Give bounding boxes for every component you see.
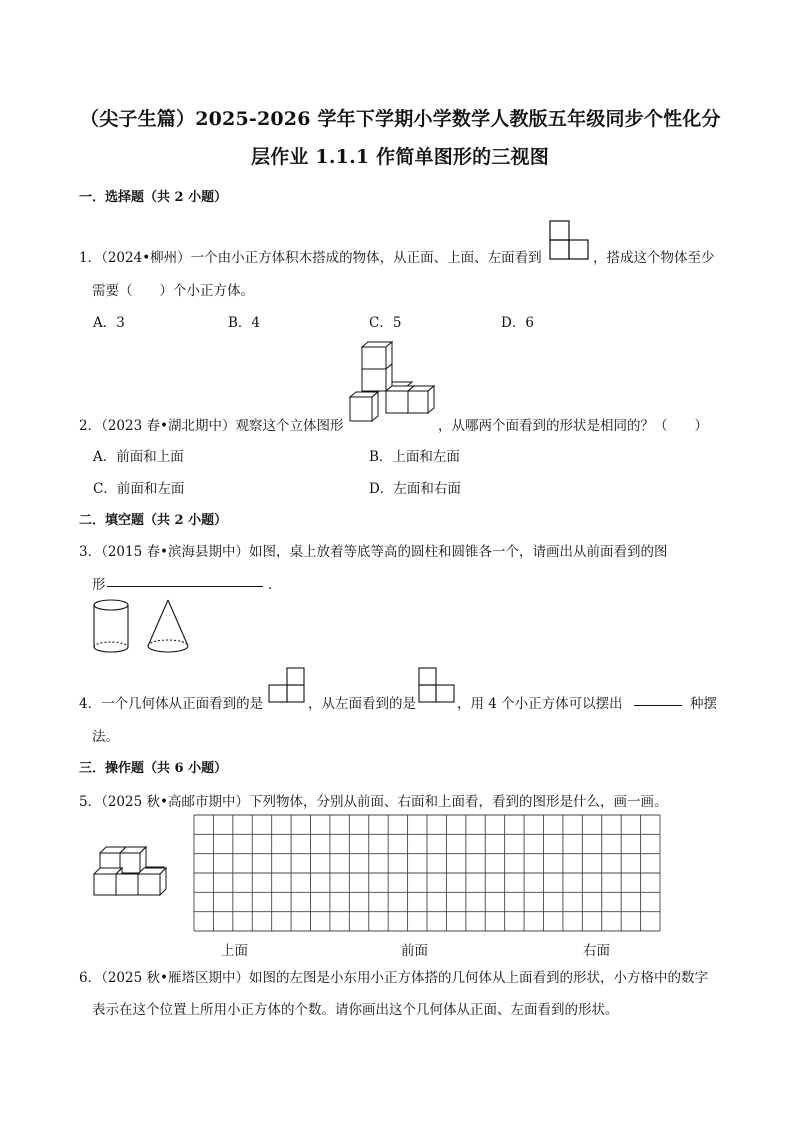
question-5-drawing-grid[interactable] [193, 814, 661, 932]
question-5-cube-figure [92, 843, 170, 897]
question-4-left-view-figure [418, 667, 456, 703]
question-4-text-d: 种摆 [690, 696, 717, 712]
question-3-text-b: 形 [92, 577, 106, 593]
question-5-label-front: 前面 [401, 943, 428, 959]
question-2-cube-figure [346, 340, 436, 424]
question-1-view-figure [549, 220, 591, 260]
page-title-line-1: （尖子生篇）2025-2026 学年下学期小学数学人教版五年级同步个性化分 [80, 108, 721, 130]
question-4-front-view-figure [268, 667, 306, 703]
question-1-option-d[interactable]: D．6 [501, 315, 534, 331]
question-1-text-a: 1．（2024•柳州）一个由小正方体积木搭成的物体，从正面、上面、左面看到 [79, 250, 542, 266]
page-title-line-2: 层作业 1.1.1 作简单图形的三视图 [251, 146, 549, 168]
question-2-option-c[interactable]: C．前面和左面 [93, 481, 185, 497]
question-3-answer-blank[interactable] [107, 586, 263, 587]
section-heading-operation: 三．操作题（共 6 小题） [79, 761, 228, 776]
question-4-answer-blank[interactable] [634, 705, 682, 706]
section-heading-choice: 一．选择题（共 2 小题） [79, 190, 228, 205]
question-5-label-top: 上面 [221, 943, 248, 959]
question-2-text-b: ，从哪两个面看到的形状是相同的？（ ） [438, 418, 708, 434]
question-1-option-b[interactable]: B．4 [228, 315, 261, 331]
question-2-option-a[interactable]: A．前面和上面 [93, 449, 184, 465]
question-4-text-c: ，用 4 个小正方体可以摆出 [457, 696, 623, 712]
question-6-text-b: 表示在这个位置上所用小正方体的个数。请你画出这个几何体从正面、左面看到的形状。 [92, 1002, 619, 1018]
question-5-label-right: 右面 [583, 943, 610, 959]
section-heading-fill: 二．填空题（共 2 小题） [79, 513, 228, 528]
question-1-option-c[interactable]: C．5 [369, 315, 402, 331]
question-2-text-a: 2．（2023 春•湖北期中）观察这个立体图形 [79, 418, 344, 434]
question-3-text-a: 3．（2015 春•滨海县期中）如图，桌上放着等底等高的圆柱和圆锥各一个，请画出从前面看到的图 [79, 544, 668, 560]
question-4-text-e: 法。 [92, 729, 119, 745]
question-3-cylinder-cone-figure [90, 598, 200, 656]
question-2-option-b[interactable]: B．上面和左面 [369, 449, 460, 465]
question-4-text-b: ，从左面看到的是 [308, 696, 416, 712]
question-5-text: 5．（2025 秋•高邮市期中）下列物体，分别从前面、右面和上面看，看到的图形是什么，画一画。 [79, 794, 668, 810]
question-6-text-a: 6．（2025 秋•雁塔区期中）如图的左图是小东用小正方体搭的几何体从上面看到的形状，小方格中的数字 [79, 970, 708, 986]
question-1-option-a[interactable]: A．3 [93, 315, 125, 331]
question-2-option-d[interactable]: D．左面和右面 [369, 481, 461, 497]
question-1-text-b: ，搭成这个物体至少 [593, 250, 715, 266]
question-4-text-a: 4．一个几何体从正面看到的是 [79, 696, 264, 712]
question-3-text-c: ． [268, 577, 282, 593]
question-1-text-c: 需要（ ）个小正方体。 [92, 283, 254, 299]
